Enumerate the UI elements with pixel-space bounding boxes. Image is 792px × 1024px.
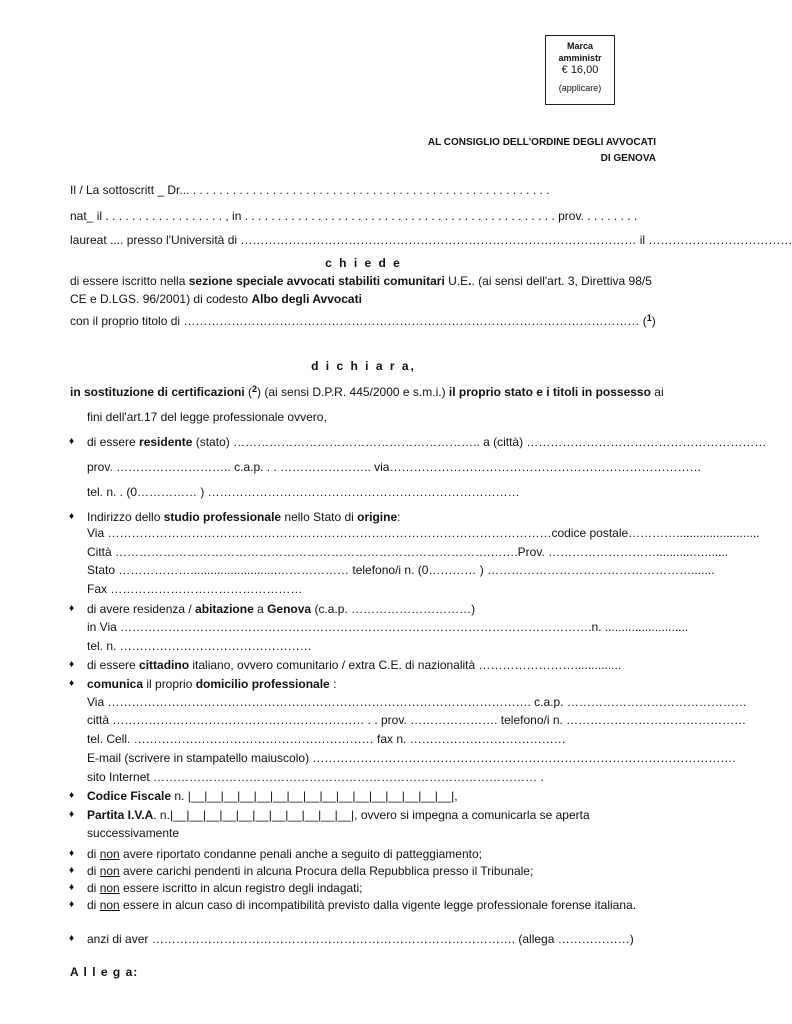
dichiara-cert: in sostituzione di certificazioni <box>70 385 245 399</box>
stamp-label-2: amministr <box>558 53 602 63</box>
codice-fiscale-boxes: n. |__|__|__|__|__|__|__|__|__|__|__|__|__|__|__|__|, <box>171 789 458 803</box>
bullet-icon: ♦ <box>69 899 75 910</box>
partita-iva-line[interactable] <box>87 808 657 822</box>
domicilio-cell-line[interactable]: tel. Cell. …………………………………………………… fax n. ………………………………… <box>87 732 566 746</box>
cittadino-fields: italiano, ovvero comunitario / extra C.E. di nazionalità …………………….............. <box>189 658 622 672</box>
non-pre: di <box>87 864 100 878</box>
university-field-line[interactable]: laureat .... presso l'Università di ……………………………………………………………………………………… il ……………………………… <box>70 233 792 247</box>
studio-text: Indirizzo dello <box>87 510 164 524</box>
bullet-icon: ♦ <box>69 603 75 614</box>
domicilio-comunica: comunica <box>87 677 144 691</box>
domicilio-heading-line <box>87 677 657 691</box>
non-word: non <box>99 864 120 878</box>
domicilio-text: il proprio <box>143 677 196 691</box>
bullet-icon: ♦ <box>69 659 75 670</box>
residence-line-2[interactable]: prov. ……………………….. c.a.p. . . ………………….. via…………………………………………………………………… <box>87 460 702 474</box>
residence-label: residente <box>139 435 193 449</box>
bullet-icon: ♦ <box>69 848 75 859</box>
partita-iva-label: Partita I.V.A <box>87 808 154 822</box>
studio-via-line[interactable]: Via …………………………………………………………………………………………………codice postale…………......................... <box>87 526 760 540</box>
domicilio-label: domicilio professionale <box>195 677 330 691</box>
non-post: essere in alcun caso di incompatibilità previsto dalla vigente legge professionale forense italiana. <box>119 898 637 912</box>
residence-line-3[interactable]: tel. n. . (0…………… ) …………………………………………………………………… <box>87 485 520 499</box>
abitazione-city: Genova <box>267 602 312 616</box>
cittadino-line[interactable] <box>87 658 657 672</box>
partita-iva-line-2: successivamente <box>87 826 180 840</box>
bullet-icon: ♦ <box>69 436 75 447</box>
studio-text-2: nello Stato di <box>281 510 358 524</box>
stamp-note: (applicare) <box>558 83 602 93</box>
chiede-directive: . (ai sensi dell'art. 3, Direttiva 98/5 <box>471 274 652 288</box>
name-field-line[interactable]: Il / La sottoscritt _ Dr... . . . . . . . . . . . . . . . . . . . . . . . . . . . . . . . . . . . . . . . . . . . . . . . . . . . . . . <box>70 183 550 197</box>
stamp-amount: € 16,00 <box>561 64 599 76</box>
addressee <box>428 135 656 167</box>
addressee-line-1: AL CONSIGLIO DELL'ORDINE DEGLI AVVOCATI <box>427 137 656 148</box>
non-word: non <box>99 881 120 895</box>
studio-fax-line[interactable]: Fax ………………………………………… <box>87 582 303 596</box>
residence-line-1[interactable] <box>87 435 767 449</box>
title-field-text: con il proprio titolo di …………………………………………………………………………………………………… ( <box>70 314 647 328</box>
cittadino-text: di essere <box>87 658 140 672</box>
domicilio-email-line[interactable]: E-mail (scrivere in stampatello maiuscolo) ……………………………………………………………………………………………. <box>87 751 736 765</box>
bullet-icon: ♦ <box>69 790 75 801</box>
title-field-line[interactable] <box>70 314 657 328</box>
footnote-2-ref: 2 <box>252 384 258 394</box>
studio-colon: : <box>397 510 401 524</box>
cittadino-label: cittadino <box>139 658 190 672</box>
non-statement <box>87 881 657 895</box>
non-statement <box>87 847 657 861</box>
non-pre: di <box>87 898 100 912</box>
revenue-stamp-box <box>545 35 615 105</box>
anzi-line[interactable]: anzi di aver ………………………………………………………………………………. (allega ………………) <box>87 932 634 946</box>
bullet-icon: ♦ <box>69 809 75 820</box>
non-word: non <box>99 847 120 861</box>
non-pre: di <box>87 847 100 861</box>
dichiara-ai: ai <box>650 385 664 399</box>
domicilio-colon: : <box>329 677 337 691</box>
non-pre: di <box>87 881 100 895</box>
bullet-icon: ♦ <box>69 511 75 522</box>
bullet-icon: ♦ <box>69 678 75 689</box>
abitazione-label: abitazione <box>195 602 254 616</box>
studio-label: studio professionale <box>163 510 282 524</box>
chiede-line-1 <box>70 274 657 288</box>
codice-fiscale-line[interactable] <box>87 789 657 803</box>
chiede-heading: c h i e d e <box>325 256 402 270</box>
chiede-ue: U.E <box>444 274 469 288</box>
dichiara-heading: d i c h i a r a, <box>311 359 416 373</box>
abitazione-tel-line[interactable]: tel. n. ………………………………………… <box>87 639 312 653</box>
codice-fiscale-label: Codice Fiscale <box>87 789 172 803</box>
residence-text: di essere <box>87 435 140 449</box>
birth-field-line[interactable]: nat_ il . . . . . . . . . . . . . . . . . . , in . . . . . . . . . . . . . . . . . . . . . . . . . . . . . . . . . . . . . . . . . . . . . . . prov. . . . . . . . . <box>70 209 638 223</box>
non-post: essere iscritto in alcun registro degli indagati; <box>119 881 363 895</box>
partita-iva-boxes: . n.|__|__|__|__|__|__|__|__|__|__|__|, ovvero si impegna a comunicarla se aperta <box>153 808 590 822</box>
non-post: avere riportato condanne penali anche a seguito di patteggiamento; <box>119 847 482 861</box>
studio-origin: origine <box>357 510 398 524</box>
chiede-line-2 <box>70 292 657 306</box>
abitazione-via-line[interactable]: in Via ……………………………………………………………………………………………………….n. ......................... <box>87 620 689 634</box>
chiede-text: di essere iscritto nella <box>70 274 189 288</box>
dichiara-line-2: fini dell'art.17 del legge professionale ovvero, <box>87 410 327 424</box>
studio-heading-line <box>87 510 657 524</box>
dichiara-stato: il proprio stato e i titoli in possesso <box>448 385 651 399</box>
title-field-close: ) <box>651 314 656 328</box>
chiede-dot: . <box>468 274 472 288</box>
footnote-1-ref: 1 <box>646 313 652 323</box>
chiede-albo: Albo degli Avvocati <box>251 292 362 306</box>
abitazione-text: di avere residenza / <box>87 602 196 616</box>
residence-fields: (stato) …………………………………………………….. a (città) …………………………………………………… <box>192 435 767 449</box>
abitazione-cap: (c.a.p. …………………………) <box>311 602 476 616</box>
allega-heading: A l l e g a: <box>70 965 139 979</box>
non-post: avere carichi pendenti in alcuna Procura della Repubblica presso il Tribunale; <box>119 864 534 878</box>
chiede-law: CE e D.LGS. 96/2001) di codesto <box>70 292 252 306</box>
dichiara-line-1 <box>70 384 664 399</box>
studio-stato-line[interactable]: Stato ………………..........................……………… telefono/i n. (0………… ) ……………………………………………....... <box>87 563 715 577</box>
bullet-icon: ♦ <box>69 933 75 944</box>
domicilio-via-line[interactable]: Via ……………………………………………………………………………………………. c.a.p. ……………………………………… <box>87 695 747 709</box>
studio-citta-line[interactable]: Città ………………………………………………………………………………….…….Prov. ………………………...........…....... <box>87 545 729 559</box>
dichiara-open: ( <box>244 385 253 399</box>
domicilio-sito-line[interactable]: sito Internet …………………………………………………………………………………… . <box>87 770 544 784</box>
domicilio-citta-line[interactable]: città ……………………………………………………… . . prov. …………………. telefono/i n. ……………………………………… <box>87 713 747 727</box>
bullet-icon: ♦ <box>69 882 75 893</box>
chiede-section: sezione speciale avvocati stabiliti comunitari <box>188 274 445 288</box>
abitazione-a: a <box>253 602 268 616</box>
non-statement <box>87 898 657 912</box>
non-statement <box>87 864 657 878</box>
abitazione-line[interactable] <box>87 602 657 616</box>
addressee-line-2: DI GENOVA <box>600 153 656 164</box>
stamp-label-1: Marca <box>566 41 593 51</box>
bullet-icon: ♦ <box>69 865 75 876</box>
dichiara-dpr: ) (ai sensi D.P.R. 445/2000 e s.m.i.) <box>257 385 449 399</box>
non-word: non <box>99 898 120 912</box>
